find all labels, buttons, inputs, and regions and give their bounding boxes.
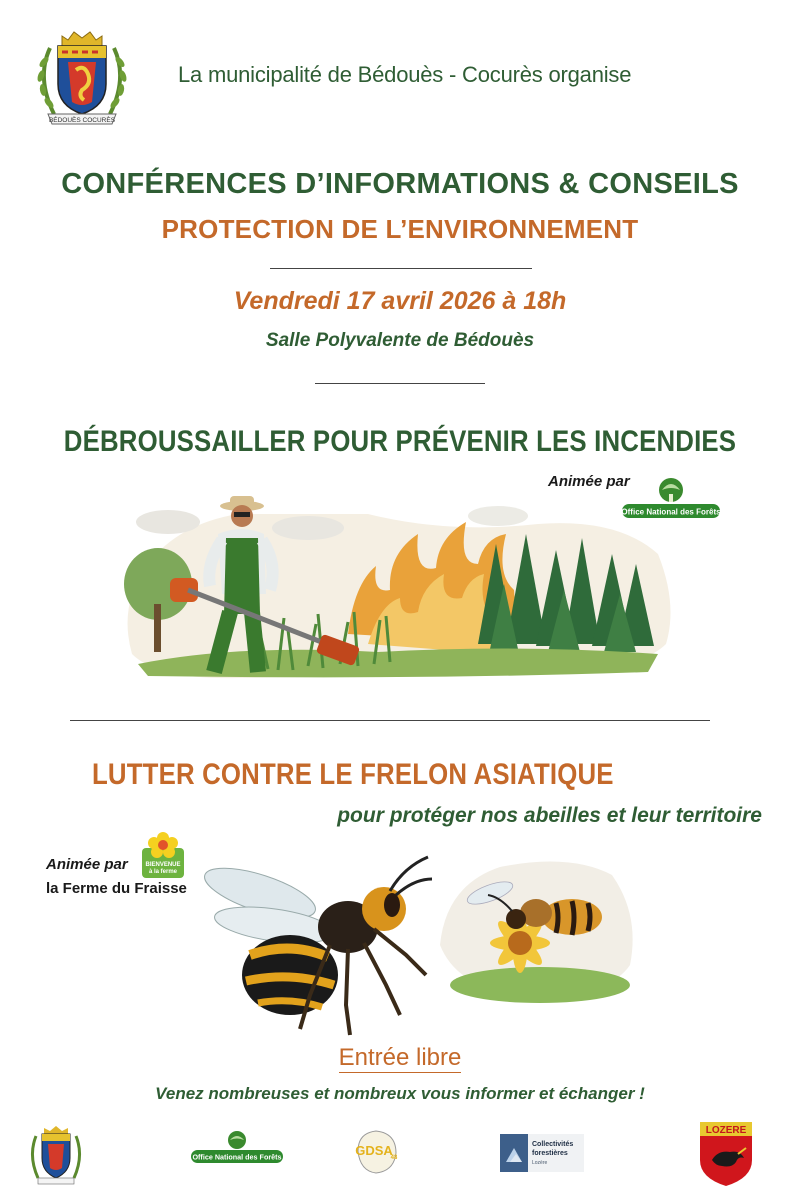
cofor-text-3: Lozère: [532, 1160, 548, 1166]
section2-farm-name: la Ferme du Fraisse: [46, 880, 187, 897]
lozere-department-logo: [698, 1120, 754, 1188]
brushcutting-illustration: [118, 494, 680, 686]
event-venue: Salle Polyvalente de Bédouès: [265, 330, 535, 351]
main-title: CONFÉRENCES D’INFORMATIONS & CONSEILS: [61, 168, 739, 200]
divider: [70, 720, 710, 721]
invitation-line: Venez nombreuses et nombreux vous informer et échanger !: [155, 1084, 645, 1103]
divider: [315, 383, 485, 384]
section1-animated-by: Animée par: [548, 473, 630, 490]
onf-logo-text: Office National des Forêts: [621, 507, 721, 517]
gdsa-logo: [350, 1125, 402, 1177]
municipality-crest-logo: [32, 28, 132, 128]
event-date: Vendredi 17 avril 2026 à 18h: [233, 287, 567, 315]
farm-logo-text-2: à la ferme: [148, 869, 178, 875]
entry-notice: [0, 1044, 800, 1072]
sub-title: PROTECTION DE L’ENVIRONNEMENT: [161, 214, 639, 244]
organiser-line: La municipalité de Bédouès - Cocurès organise: [178, 62, 632, 87]
gdsa-number: 48: [390, 1155, 398, 1161]
hornet-and-bee-illustration: [200, 845, 640, 1040]
divider: [270, 268, 532, 269]
footer-onf-text: Office National des Forêts: [192, 1152, 282, 1162]
cofor-text-1: Collectivités: [532, 1141, 574, 1148]
footer-onf-logo: [188, 1130, 286, 1166]
section2-title: LUTTER CONTRE LE FRELON ASIATIQUE: [92, 758, 614, 791]
entry-text: Entrée libre: [338, 1044, 462, 1071]
crest-ribbon-text: BÉDOUÈS COCURÈS: [48, 117, 116, 124]
lozere-text: LOZERE: [705, 1125, 747, 1136]
farm-logo-text-1: BIENVENUE: [145, 862, 181, 868]
gdsa-text: GDSA: [355, 1143, 393, 1158]
section2-animated-by: Animée par: [46, 856, 128, 873]
cofor-text-2: forestières: [532, 1150, 568, 1157]
collectivites-forestieres-logo: [500, 1134, 584, 1172]
section2-subtitle: pour protéger nos abeilles et leur territoire: [337, 804, 762, 827]
section1-title: DÉBROUSSAILLER POUR PRÉVENIR LES INCENDIES: [63, 425, 737, 458]
footer-municipality-crest-logo: [26, 1124, 86, 1186]
bienvenue-a-la-ferme-logo: [140, 830, 186, 880]
